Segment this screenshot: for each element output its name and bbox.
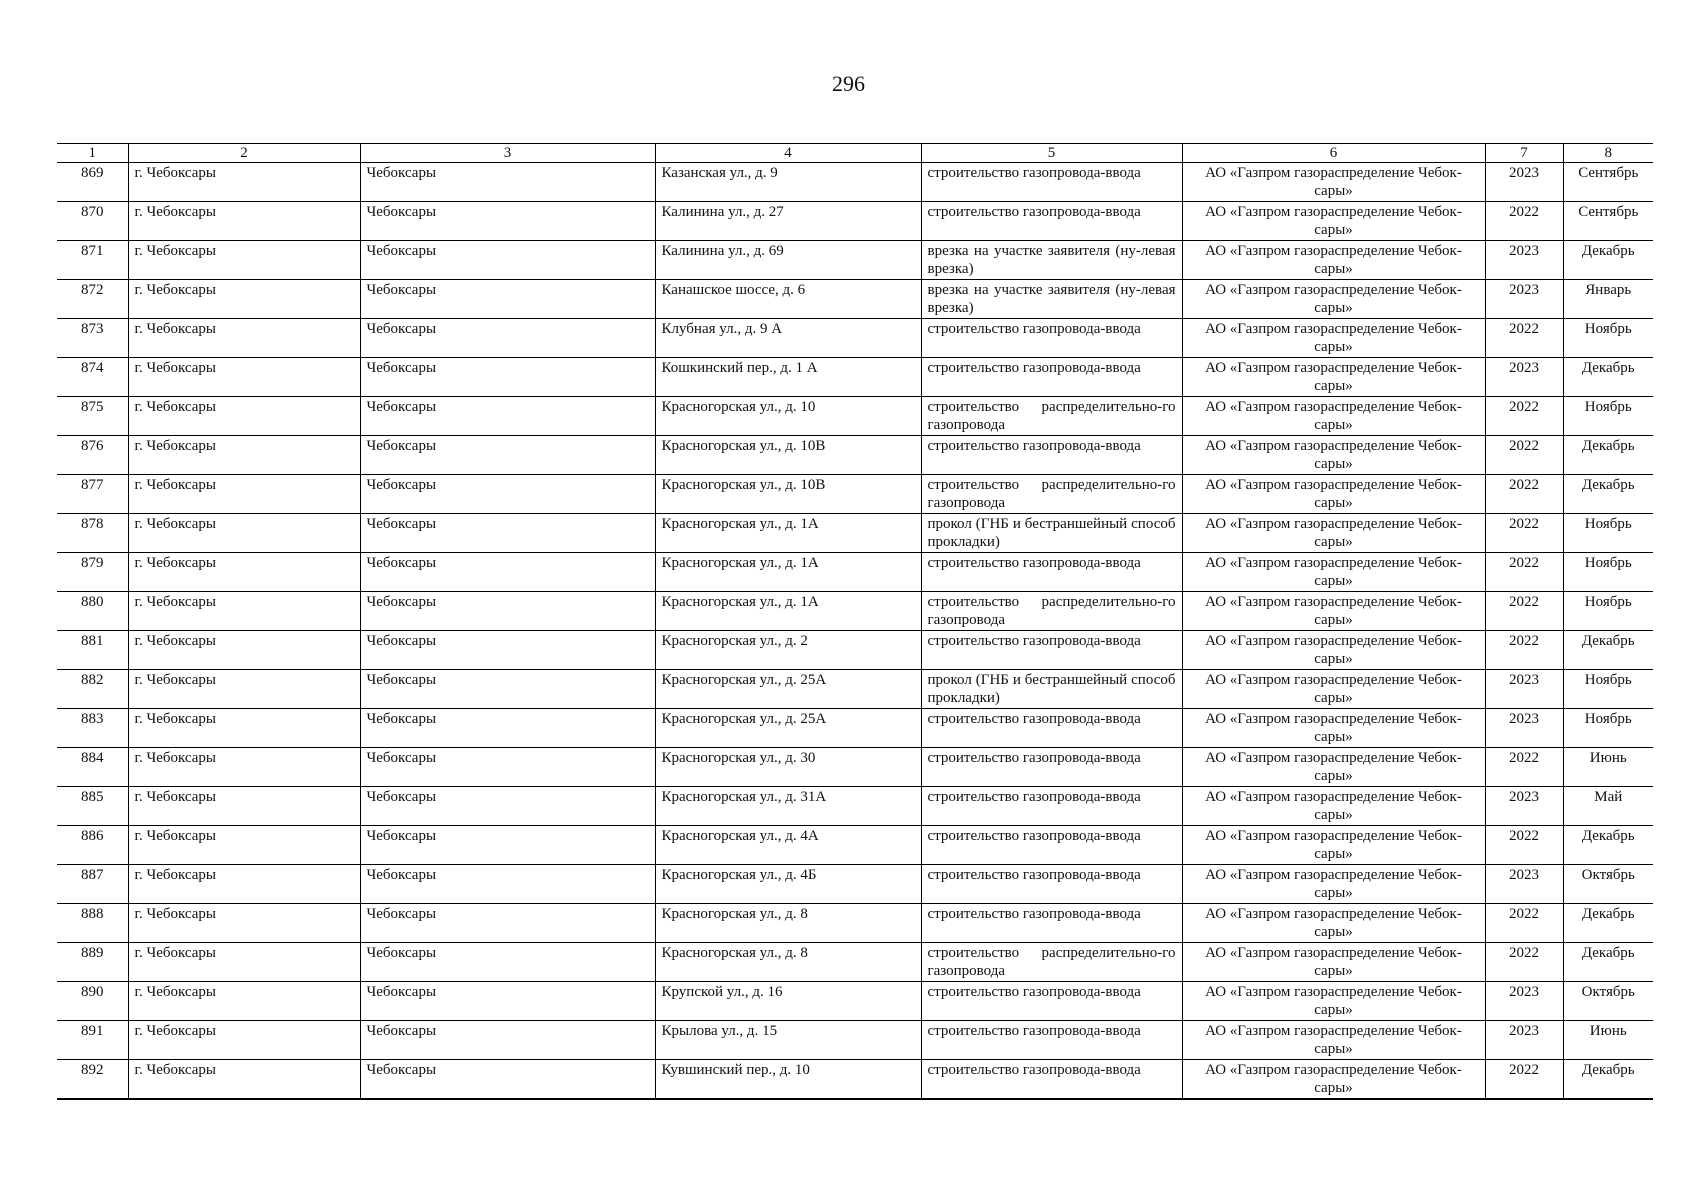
municipality-cell: г. Чебоксары: [128, 943, 360, 982]
municipality-cell: г. Чебоксары: [128, 436, 360, 475]
municipality-cell: г. Чебоксары: [128, 553, 360, 592]
work-type-cell: врезка на участке заявителя (ну-левая врезка): [921, 241, 1182, 280]
work-type-cell: строительство газопровода-ввода: [921, 865, 1182, 904]
table-row: [57, 592, 1653, 631]
table-row: [57, 163, 1653, 202]
work-type-cell: строительство распределительно-го газопровода: [921, 397, 1182, 436]
municipality-cell: г. Чебоксары: [128, 826, 360, 865]
address-cell: Крылова ул., д. 15: [655, 1021, 921, 1060]
settlement-cell: Чебоксары: [360, 709, 655, 748]
municipality-cell: г. Чебоксары: [128, 904, 360, 943]
settlement-cell: Чебоксары: [360, 670, 655, 709]
month-cell: Декабрь: [1563, 943, 1653, 982]
municipality-cell: г. Чебоксары: [128, 280, 360, 319]
table-row: [57, 358, 1653, 397]
address-cell: Красногорская ул., д. 2: [655, 631, 921, 670]
table-row: [57, 787, 1653, 826]
row-number-cell: 870: [57, 202, 128, 241]
table-row: [57, 436, 1653, 475]
municipality-cell: г. Чебоксары: [128, 748, 360, 787]
settlement-cell: Чебоксары: [360, 865, 655, 904]
address-cell: Красногорская ул., д. 10: [655, 397, 921, 436]
table-row: [57, 319, 1653, 358]
settlement-cell: Чебоксары: [360, 748, 655, 787]
column-header: 4: [655, 144, 921, 163]
organization-cell: АО «Газпром газораспределение Чебок-сары»: [1182, 280, 1485, 319]
work-type-cell: строительство газопровода-ввода: [921, 202, 1182, 241]
organization-cell: АО «Газпром газораспределение Чебок-сары»: [1182, 709, 1485, 748]
address-cell: Красногорская ул., д. 30: [655, 748, 921, 787]
row-number-cell: 885: [57, 787, 128, 826]
work-type-cell: строительство газопровода-ввода: [921, 1021, 1182, 1060]
settlement-cell: Чебоксары: [360, 1060, 655, 1100]
organization-cell: АО «Газпром газораспределение Чебок-сары»: [1182, 1060, 1485, 1100]
address-cell: Кувшинский пер., д. 10: [655, 1060, 921, 1100]
year-cell: 2022: [1485, 631, 1563, 670]
month-cell: Декабрь: [1563, 1060, 1653, 1100]
address-cell: Канашское шоссе, д. 6: [655, 280, 921, 319]
row-number-cell: 877: [57, 475, 128, 514]
settlement-cell: Чебоксары: [360, 826, 655, 865]
year-cell: 2023: [1485, 1021, 1563, 1060]
year-cell: 2023: [1485, 163, 1563, 202]
municipality-cell: г. Чебоксары: [128, 163, 360, 202]
organization-cell: АО «Газпром газораспределение Чебок-сары»: [1182, 787, 1485, 826]
address-cell: Клубная ул., д. 9 А: [655, 319, 921, 358]
table-row: [57, 514, 1653, 553]
month-cell: Сентябрь: [1563, 163, 1653, 202]
month-cell: Ноябрь: [1563, 709, 1653, 748]
organization-cell: АО «Газпром газораспределение Чебок-сары»: [1182, 202, 1485, 241]
work-type-cell: строительство газопровода-ввода: [921, 787, 1182, 826]
address-cell: Кошкинский пер., д. 1 А: [655, 358, 921, 397]
table-body: [57, 144, 1653, 1100]
table-row: [57, 397, 1653, 436]
work-type-cell: строительство газопровода-ввода: [921, 631, 1182, 670]
row-number-cell: 883: [57, 709, 128, 748]
settlement-cell: Чебоксары: [360, 553, 655, 592]
address-cell: Красногорская ул., д. 4Б: [655, 865, 921, 904]
year-cell: 2022: [1485, 553, 1563, 592]
month-cell: Май: [1563, 787, 1653, 826]
year-cell: 2022: [1485, 592, 1563, 631]
year-cell: 2022: [1485, 748, 1563, 787]
column-header: 6: [1182, 144, 1485, 163]
year-cell: 2023: [1485, 280, 1563, 319]
municipality-cell: г. Чебоксары: [128, 397, 360, 436]
row-number-cell: 876: [57, 436, 128, 475]
organization-cell: АО «Газпром газораспределение Чебок-сары»: [1182, 358, 1485, 397]
year-cell: 2022: [1485, 514, 1563, 553]
municipality-cell: г. Чебоксары: [128, 241, 360, 280]
year-cell: 2023: [1485, 241, 1563, 280]
municipality-cell: г. Чебоксары: [128, 202, 360, 241]
month-cell: Сентябрь: [1563, 202, 1653, 241]
settlement-cell: Чебоксары: [360, 1021, 655, 1060]
table-row: [57, 670, 1653, 709]
work-type-cell: прокол (ГНБ и бестраншейный способ прокладки): [921, 670, 1182, 709]
row-number-cell: 882: [57, 670, 128, 709]
organization-cell: АО «Газпром газораспределение Чебок-сары»: [1182, 163, 1485, 202]
year-cell: 2023: [1485, 709, 1563, 748]
year-cell: 2023: [1485, 865, 1563, 904]
settlement-cell: Чебоксары: [360, 163, 655, 202]
address-cell: Крупской ул., д. 16: [655, 982, 921, 1021]
organization-cell: АО «Газпром газораспределение Чебок-сары»: [1182, 514, 1485, 553]
column-header: 3: [360, 144, 655, 163]
organization-cell: АО «Газпром газораспределение Чебок-сары»: [1182, 436, 1485, 475]
organization-cell: АО «Газпром газораспределение Чебок-сары»: [1182, 592, 1485, 631]
year-cell: 2023: [1485, 358, 1563, 397]
organization-cell: АО «Газпром газораспределение Чебок-сары»: [1182, 241, 1485, 280]
municipality-cell: г. Чебоксары: [128, 1060, 360, 1100]
settlement-cell: Чебоксары: [360, 514, 655, 553]
table-row: [57, 709, 1653, 748]
table-row: [57, 748, 1653, 787]
municipality-cell: г. Чебоксары: [128, 475, 360, 514]
organization-cell: АО «Газпром газораспределение Чебок-сары»: [1182, 904, 1485, 943]
address-cell: Красногорская ул., д. 8: [655, 904, 921, 943]
address-cell: Красногорская ул., д. 25А: [655, 670, 921, 709]
settlement-cell: Чебоксары: [360, 202, 655, 241]
year-cell: 2023: [1485, 982, 1563, 1021]
row-number-cell: 888: [57, 904, 128, 943]
work-type-cell: строительство газопровода-ввода: [921, 748, 1182, 787]
settlement-cell: Чебоксары: [360, 943, 655, 982]
settlement-cell: Чебоксары: [360, 241, 655, 280]
work-type-cell: строительство газопровода-ввода: [921, 1060, 1182, 1100]
row-number-cell: 878: [57, 514, 128, 553]
table-row: [57, 1060, 1653, 1100]
work-type-cell: строительство газопровода-ввода: [921, 982, 1182, 1021]
row-number-cell: 879: [57, 553, 128, 592]
municipality-cell: г. Чебоксары: [128, 631, 360, 670]
row-number-cell: 875: [57, 397, 128, 436]
work-type-cell: строительство газопровода-ввода: [921, 436, 1182, 475]
settlement-cell: Чебоксары: [360, 436, 655, 475]
year-cell: 2022: [1485, 475, 1563, 514]
year-cell: 2022: [1485, 319, 1563, 358]
year-cell: 2022: [1485, 202, 1563, 241]
month-cell: Декабрь: [1563, 631, 1653, 670]
row-number-cell: 890: [57, 982, 128, 1021]
municipality-cell: г. Чебоксары: [128, 865, 360, 904]
row-number-cell: 892: [57, 1060, 128, 1100]
column-number-row: [57, 144, 1653, 163]
work-type-cell: строительство газопровода-ввода: [921, 553, 1182, 592]
address-cell: Красногорская ул., д. 1А: [655, 514, 921, 553]
work-type-cell: строительство распределительно-го газопровода: [921, 943, 1182, 982]
municipality-cell: г. Чебоксары: [128, 358, 360, 397]
settlement-cell: Чебоксары: [360, 358, 655, 397]
month-cell: Ноябрь: [1563, 319, 1653, 358]
row-number-cell: 871: [57, 241, 128, 280]
table-row: [57, 241, 1653, 280]
row-number-cell: 881: [57, 631, 128, 670]
table-row: [57, 982, 1653, 1021]
address-cell: Красногорская ул., д. 1А: [655, 553, 921, 592]
table-row: [57, 280, 1653, 319]
row-number-cell: 874: [57, 358, 128, 397]
address-cell: Красногорская ул., д. 25А: [655, 709, 921, 748]
month-cell: Январь: [1563, 280, 1653, 319]
work-type-cell: врезка на участке заявителя (ну-левая врезка): [921, 280, 1182, 319]
row-number-cell: 886: [57, 826, 128, 865]
organization-cell: АО «Газпром газораспределение Чебок-сары»: [1182, 631, 1485, 670]
municipality-cell: г. Чебоксары: [128, 514, 360, 553]
row-number-cell: 889: [57, 943, 128, 982]
organization-cell: АО «Газпром газораспределение Чебок-сары»: [1182, 982, 1485, 1021]
month-cell: Декабрь: [1563, 358, 1653, 397]
year-cell: 2023: [1485, 670, 1563, 709]
month-cell: Ноябрь: [1563, 397, 1653, 436]
row-number-cell: 884: [57, 748, 128, 787]
settlement-cell: Чебоксары: [360, 319, 655, 358]
year-cell: 2022: [1485, 436, 1563, 475]
table-row: [57, 865, 1653, 904]
work-type-cell: строительство распределительно-го газопровода: [921, 475, 1182, 514]
row-number-cell: 880: [57, 592, 128, 631]
organization-cell: АО «Газпром газораспределение Чебок-сары»: [1182, 1021, 1485, 1060]
gasification-schedule-table: [57, 143, 1653, 1100]
work-type-cell: строительство газопровода-ввода: [921, 163, 1182, 202]
table-row: [57, 475, 1653, 514]
table-row: [57, 202, 1653, 241]
organization-cell: АО «Газпром газораспределение Чебок-сары»: [1182, 748, 1485, 787]
address-cell: Красногорская ул., д. 31А: [655, 787, 921, 826]
address-cell: Красногорская ул., д. 8: [655, 943, 921, 982]
month-cell: Октябрь: [1563, 865, 1653, 904]
month-cell: Ноябрь: [1563, 670, 1653, 709]
month-cell: Ноябрь: [1563, 553, 1653, 592]
month-cell: Июнь: [1563, 1021, 1653, 1060]
address-cell: Красногорская ул., д. 10В: [655, 475, 921, 514]
address-cell: Красногорская ул., д. 10В: [655, 436, 921, 475]
row-number-cell: 891: [57, 1021, 128, 1060]
work-type-cell: строительство газопровода-ввода: [921, 709, 1182, 748]
table-row: [57, 631, 1653, 670]
year-cell: 2022: [1485, 397, 1563, 436]
column-header: 1: [57, 144, 128, 163]
organization-cell: АО «Газпром газораспределение Чебок-сары»: [1182, 670, 1485, 709]
table-row: [57, 904, 1653, 943]
row-number-cell: 869: [57, 163, 128, 202]
month-cell: Декабрь: [1563, 904, 1653, 943]
table-row: [57, 553, 1653, 592]
row-number-cell: 887: [57, 865, 128, 904]
municipality-cell: г. Чебоксары: [128, 319, 360, 358]
year-cell: 2022: [1485, 1060, 1563, 1100]
organization-cell: АО «Газпром газораспределение Чебок-сары»: [1182, 553, 1485, 592]
organization-cell: АО «Газпром газораспределение Чебок-сары»: [1182, 865, 1485, 904]
organization-cell: АО «Газпром газораспределение Чебок-сары»: [1182, 475, 1485, 514]
settlement-cell: Чебоксары: [360, 397, 655, 436]
address-cell: Калинина ул., д. 69: [655, 241, 921, 280]
year-cell: 2023: [1485, 787, 1563, 826]
organization-cell: АО «Газпром газораспределение Чебок-сары»: [1182, 319, 1485, 358]
settlement-cell: Чебоксары: [360, 631, 655, 670]
work-type-cell: строительство газопровода-ввода: [921, 826, 1182, 865]
column-header: 7: [1485, 144, 1563, 163]
settlement-cell: Чебоксары: [360, 787, 655, 826]
table-row: [57, 826, 1653, 865]
month-cell: Октябрь: [1563, 982, 1653, 1021]
column-header: 5: [921, 144, 1182, 163]
year-cell: 2022: [1485, 943, 1563, 982]
page-number: 296: [832, 71, 865, 96]
work-type-cell: строительство газопровода-ввода: [921, 319, 1182, 358]
month-cell: Декабрь: [1563, 826, 1653, 865]
settlement-cell: Чебоксары: [360, 475, 655, 514]
work-type-cell: строительство газопровода-ввода: [921, 358, 1182, 397]
table-row: [57, 943, 1653, 982]
work-type-cell: строительство газопровода-ввода: [921, 904, 1182, 943]
row-number-cell: 873: [57, 319, 128, 358]
month-cell: Декабрь: [1563, 241, 1653, 280]
month-cell: Декабрь: [1563, 436, 1653, 475]
year-cell: 2022: [1485, 904, 1563, 943]
municipality-cell: г. Чебоксары: [128, 1021, 360, 1060]
settlement-cell: Чебоксары: [360, 592, 655, 631]
row-number-cell: 872: [57, 280, 128, 319]
month-cell: Декабрь: [1563, 475, 1653, 514]
month-cell: Ноябрь: [1563, 592, 1653, 631]
organization-cell: АО «Газпром газораспределение Чебок-сары»: [1182, 826, 1485, 865]
address-cell: Казанская ул., д. 9: [655, 163, 921, 202]
municipality-cell: г. Чебоксары: [128, 709, 360, 748]
organization-cell: АО «Газпром газораспределение Чебок-сары»: [1182, 397, 1485, 436]
settlement-cell: Чебоксары: [360, 904, 655, 943]
address-cell: Калинина ул., д. 27: [655, 202, 921, 241]
organization-cell: АО «Газпром газораспределение Чебок-сары»: [1182, 943, 1485, 982]
settlement-cell: Чебоксары: [360, 280, 655, 319]
column-header: 2: [128, 144, 360, 163]
month-cell: Ноябрь: [1563, 514, 1653, 553]
municipality-cell: г. Чебоксары: [128, 787, 360, 826]
settlement-cell: Чебоксары: [360, 982, 655, 1021]
address-cell: Красногорская ул., д. 4А: [655, 826, 921, 865]
table-row: [57, 1021, 1653, 1060]
work-type-cell: строительство распределительно-го газопровода: [921, 592, 1182, 631]
year-cell: 2022: [1485, 826, 1563, 865]
column-header: 8: [1563, 144, 1653, 163]
month-cell: Июнь: [1563, 748, 1653, 787]
municipality-cell: г. Чебоксары: [128, 982, 360, 1021]
address-cell: Красногорская ул., д. 1А: [655, 592, 921, 631]
work-type-cell: прокол (ГНБ и бестраншейный способ прокладки): [921, 514, 1182, 553]
municipality-cell: г. Чебоксары: [128, 670, 360, 709]
municipality-cell: г. Чебоксары: [128, 592, 360, 631]
